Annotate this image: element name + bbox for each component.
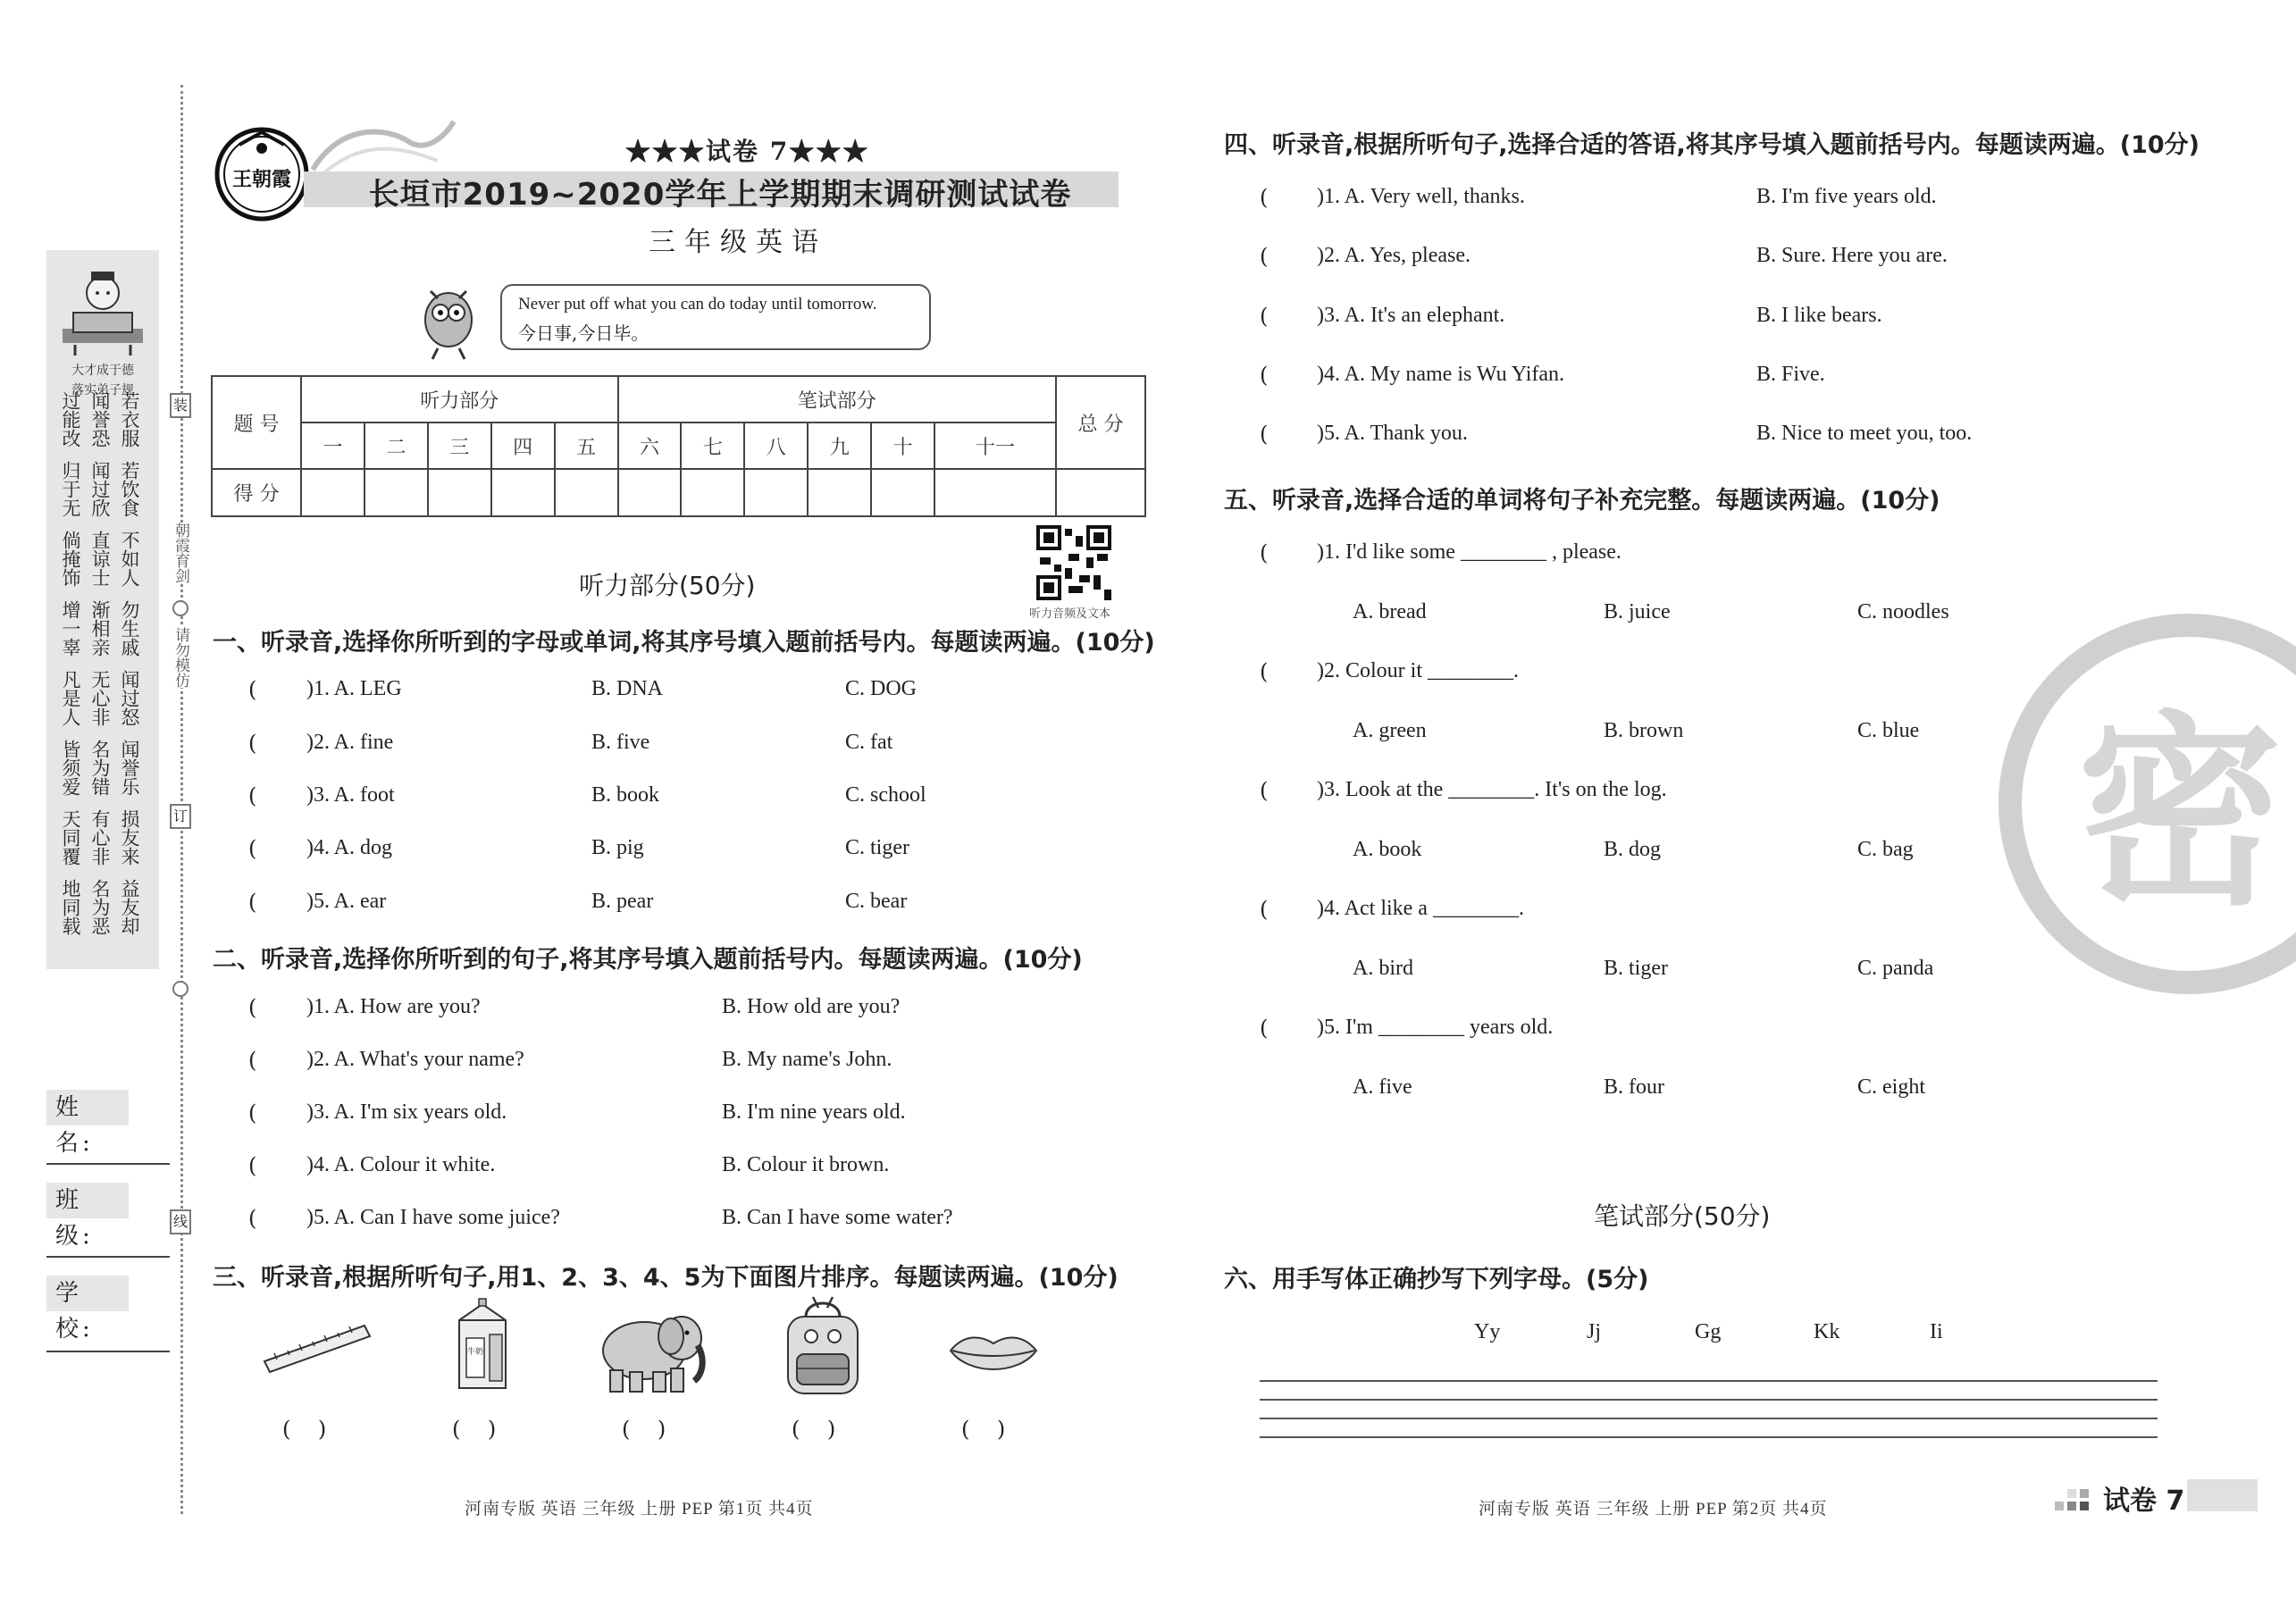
binding-label-2: 请勿模仿	[172, 627, 189, 688]
question-number: 八	[744, 423, 808, 469]
option-b: B. dog	[1604, 838, 1662, 861]
option-b: B. tiger	[1604, 957, 1668, 980]
motto-column: 天同覆	[60, 809, 81, 866]
question-text: )5. A. Thank you.	[1317, 422, 1468, 445]
option-a: A. bird	[1353, 957, 1413, 980]
option-b: B. pig	[591, 836, 644, 859]
option-b: B. I'm five years old.	[1756, 185, 1937, 208]
wangzhaoxia-logo	[213, 125, 311, 223]
motto-line-2: 落实弟子规	[71, 383, 134, 397]
qr-code-icon[interactable]	[1036, 525, 1111, 600]
quote-english: Never put off what you can do today until tomorrow.	[518, 295, 877, 314]
option-c: C. school	[845, 783, 926, 807]
score-cell[interactable]	[808, 469, 871, 516]
binding-label-1: 朝霞育剑	[172, 523, 189, 583]
answer-bracket[interactable]: (	[1260, 897, 1269, 922]
motto-column: 闻过怒	[119, 670, 140, 726]
milk-carton-icon	[447, 1299, 518, 1395]
motto-column: 有心非	[89, 809, 111, 866]
option-b: B. book	[591, 783, 660, 807]
section2-title: 二、听录音,选择你所听到的句子,将其序号填入题前括号内。每题读两遍。(10分)	[213, 946, 1083, 974]
question-number: 六	[618, 423, 682, 469]
confidential-stamp-icon	[2001, 616, 2296, 991]
answer-bracket[interactable]: (	[248, 1206, 257, 1231]
option-a: A. bread	[1353, 600, 1427, 623]
score-cell[interactable]	[301, 469, 365, 516]
question-number: 十一	[934, 423, 1056, 469]
question-text: )1. A. Very well, thanks.	[1317, 185, 1525, 208]
option-b: B. Sure. Here you are.	[1756, 244, 1948, 267]
binding-word-1: 装	[170, 393, 191, 418]
school-field[interactable]	[46, 1351, 170, 1352]
elephant-icon	[585, 1299, 710, 1399]
milk-label: 牛奶	[466, 1348, 484, 1357]
option-b: B. Five.	[1756, 363, 1825, 386]
option-c: C. bear	[845, 890, 908, 913]
motto-column: 勿生戚	[119, 600, 140, 657]
order-bracket-2[interactable]: ( )	[452, 1417, 497, 1442]
owl-mascot-icon	[413, 279, 484, 361]
option-c: C. noodles	[1857, 600, 1949, 623]
motto-column: 名为错	[89, 740, 111, 796]
question-text: )5. A. Can I have some juice?	[306, 1206, 560, 1229]
handwriting-line-3[interactable]	[1260, 1418, 2158, 1419]
question-number: 十	[871, 423, 934, 469]
quote-chinese: 今日事,今日毕。	[518, 322, 649, 344]
answer-bracket[interactable]: (	[1260, 540, 1269, 565]
binding-hole-1	[172, 600, 189, 616]
question-number: 七	[681, 423, 744, 469]
handwriting-line-4[interactable]	[1260, 1436, 2158, 1438]
option-c: C. tiger	[845, 836, 909, 859]
score-cell[interactable]	[744, 469, 808, 516]
writing-group-header: 笔试部分	[618, 376, 1056, 423]
option-c: C. DOG	[845, 677, 918, 700]
motto-column: 增一辜	[60, 600, 81, 657]
question-text: )5. I'm ________ years old.	[1317, 1016, 1554, 1039]
motto-column: 名为恶	[89, 879, 111, 935]
option-a: A. book	[1353, 838, 1422, 861]
option-b: B. four	[1604, 1075, 1664, 1099]
motto-column: 益友却	[119, 879, 140, 935]
qr-caption: 听力音频及文本	[1029, 607, 1111, 621]
copy-letter: Gg	[1695, 1320, 1722, 1343]
footer-left: 河南专版 英语 三年级 上册 PEP 第1页 共4页	[465, 1500, 814, 1519]
question-number-label: 题 号	[212, 376, 301, 469]
total-score-cell[interactable]	[1056, 469, 1145, 516]
question-text: )5. A. ear	[306, 890, 387, 913]
question-number: 二	[365, 423, 428, 469]
order-bracket-5[interactable]: ( )	[961, 1417, 1006, 1442]
motto-column: 直谅士	[89, 531, 111, 587]
mouth-icon	[947, 1327, 1040, 1381]
paper-number: ★★★试卷 7★★★	[625, 137, 870, 166]
motto-column: 不如人	[119, 531, 140, 587]
motto-column: 闻过欣	[89, 461, 111, 517]
class-field[interactable]	[46, 1256, 170, 1258]
section4-title: 四、听录音,根据所听句子,选择合适的答语,将其序号填入题前括号内。每题读两遍。(10分)	[1224, 131, 2200, 159]
binding-hole-2	[172, 981, 189, 997]
question-text: )1. I'd like some ________ , please.	[1317, 540, 1621, 564]
handwriting-line-2[interactable]	[1260, 1399, 2158, 1401]
option-c: C. panda	[1857, 957, 1934, 980]
answer-bracket[interactable]: (	[1260, 363, 1269, 388]
option-b: B. Can I have some water?	[722, 1206, 953, 1229]
question-text: )1. A. How are you?	[306, 995, 481, 1018]
handwriting-line-1[interactable]	[1260, 1380, 2158, 1382]
listening-group-header: 听力部分	[301, 376, 618, 423]
order-bracket-4[interactable]: ( )	[792, 1417, 836, 1442]
question-number: 一	[301, 423, 365, 469]
copy-letter: Kk	[1814, 1320, 1840, 1343]
question-number: 九	[808, 423, 871, 469]
motto-column: 损友来	[119, 809, 140, 866]
option-a: A. five	[1353, 1075, 1412, 1099]
stamp-text: 密	[2076, 695, 2283, 933]
question-text: )4. A. dog	[306, 836, 392, 859]
class-label: 班 级:	[46, 1183, 129, 1218]
question-text: )2. A. What's your name?	[306, 1048, 524, 1071]
motto-column: 归于无	[60, 461, 81, 517]
answer-bracket[interactable]: (	[248, 836, 257, 861]
score-cell[interactable]	[681, 469, 744, 516]
copy-letter: Ii	[1930, 1320, 1943, 1343]
school-label: 学 校:	[46, 1276, 129, 1311]
score-cell[interactable]	[365, 469, 428, 516]
score-cell[interactable]	[871, 469, 934, 516]
name-label: 姓 名:	[46, 1090, 129, 1125]
question-text: )4. Act like a ________.	[1317, 897, 1524, 920]
motto-column: 闻誉恐	[89, 391, 111, 448]
motto-column: 若饮食	[119, 461, 140, 517]
name-field[interactable]	[46, 1163, 170, 1165]
binding-word-3: 线	[170, 1209, 191, 1234]
order-bracket-3[interactable]: ( )	[622, 1417, 666, 1442]
score-label: 得 分	[212, 469, 301, 516]
option-b: B. five	[591, 731, 650, 754]
answer-bracket[interactable]: (	[1260, 659, 1269, 684]
option-b: B. DNA	[591, 677, 664, 700]
total-label: 总 分	[1056, 376, 1145, 469]
option-c: C. bag	[1857, 838, 1914, 861]
option-c: C. fat	[845, 731, 893, 754]
option-b: B. Colour it brown.	[722, 1153, 890, 1176]
answer-bracket[interactable]: (	[1260, 185, 1269, 210]
motto-column: 无心非	[89, 670, 111, 726]
answer-bracket[interactable]: (	[248, 731, 257, 756]
logo-text: 王朝霞	[231, 169, 292, 191]
answer-bracket[interactable]: (	[248, 677, 257, 702]
question-text: )2. A. fine	[306, 731, 394, 754]
answer-bracket[interactable]: (	[248, 783, 257, 808]
question-text: )3. A. It's an elephant.	[1317, 304, 1505, 327]
question-text: )3. A. foot	[306, 783, 395, 807]
section5-title: 五、听录音,选择合适的单词将句子补充完整。每题读两遍。(10分)	[1224, 487, 1940, 515]
question-text: )4. A. My name is Wu Yifan.	[1317, 363, 1565, 386]
option-c: C. eight	[1857, 1075, 1925, 1099]
option-b: B. juice	[1604, 600, 1671, 623]
score-cell[interactable]	[934, 469, 1056, 516]
question-number: 四	[491, 423, 555, 469]
answer-bracket[interactable]: (	[1260, 244, 1269, 269]
question-number: 三	[428, 423, 491, 469]
answer-bracket[interactable]: (	[1260, 304, 1269, 329]
question-text: )3. Look at the ________. It's on the log.	[1317, 778, 1667, 801]
question-text: )1. A. LEG	[306, 677, 402, 700]
section1-title: 一、听录音,选择你所听到的字母或单词,将其序号填入题前括号内。每题读两遍。(10分)	[213, 629, 1155, 657]
answer-bracket[interactable]: (	[248, 1048, 257, 1073]
motto-column: 皆须爱	[60, 740, 81, 796]
order-bracket-1[interactable]: ( )	[282, 1417, 327, 1442]
motto-column: 闻誉乐	[119, 740, 140, 796]
binding-word-2: 订	[170, 804, 191, 829]
question-text: )4. A. Colour it white.	[306, 1153, 496, 1176]
answer-bracket[interactable]: (	[248, 890, 257, 915]
corner-paper-label: 试卷 7	[2103, 1485, 2185, 1517]
listening-part-title: 听力部分(50分)	[579, 571, 756, 600]
motto-column: 倘掩饰	[60, 531, 81, 587]
section6-title: 六、用手写体正确抄写下列字母。(5分)	[1224, 1266, 1649, 1293]
answer-bracket[interactable]: (	[248, 1153, 257, 1178]
option-b: B. brown	[1604, 719, 1684, 742]
answer-bracket[interactable]: (	[1260, 1016, 1269, 1041]
scholar-figure-icon	[55, 259, 150, 357]
answer-bracket[interactable]: (	[1260, 778, 1269, 803]
motto-column: 凡是人	[60, 670, 81, 726]
answer-bracket[interactable]: (	[248, 1100, 257, 1125]
option-b: B. How old are you?	[722, 995, 901, 1018]
score-cell[interactable]	[428, 469, 491, 516]
option-b: B. I like bears.	[1756, 304, 1882, 327]
option-b: B. pear	[591, 890, 654, 913]
writing-part-title: 笔试部分(50分)	[1594, 1201, 1771, 1231]
motto-column: 过能改	[60, 391, 81, 448]
footer-right: 河南专版 英语 三年级 上册 PEP 第2页 共4页	[1479, 1500, 1828, 1519]
copy-letter: Jj	[1587, 1320, 1602, 1343]
option-a: A. green	[1353, 719, 1427, 742]
corner-bar	[2187, 1479, 2258, 1511]
exam-title: 长垣市2019~2020学年上学期期末调研测试试卷	[368, 177, 1072, 213]
option-b: B. Nice to meet you, too.	[1756, 422, 1973, 445]
score-table	[211, 375, 1146, 517]
motto-column: 地同载	[60, 879, 81, 935]
score-cell[interactable]	[618, 469, 682, 516]
answer-bracket[interactable]: (	[1260, 422, 1269, 447]
score-cell[interactable]	[555, 469, 618, 516]
binding-line	[180, 85, 183, 1514]
question-text: )3. A. I'm six years old.	[306, 1100, 507, 1124]
question-text: )2. Colour it ________.	[1317, 659, 1519, 682]
question-text: )2. A. Yes, please.	[1317, 244, 1471, 267]
option-b: B. I'm nine years old.	[722, 1100, 906, 1124]
corner-pattern	[2055, 1487, 2098, 1512]
section3-title: 三、听录音,根据所听句子,用1、2、3、4、5为下面图片排序。每题读两遍。(10分)	[213, 1264, 1119, 1292]
copy-letter: Yy	[1474, 1320, 1501, 1343]
ruler-icon	[259, 1313, 375, 1376]
score-cell[interactable]	[491, 469, 555, 516]
question-number: 五	[555, 423, 618, 469]
motto-column: 若衣服	[119, 391, 140, 448]
schoolbag-icon	[774, 1295, 872, 1401]
option-c: C. blue	[1857, 719, 1920, 742]
motto-column: 渐相亲	[89, 600, 111, 657]
option-b: B. My name's John.	[722, 1048, 892, 1071]
motto-line-1: 大才成于德	[71, 364, 134, 378]
answer-bracket[interactable]: (	[248, 995, 257, 1020]
exam-subtitle: 三年级英语	[649, 227, 827, 258]
